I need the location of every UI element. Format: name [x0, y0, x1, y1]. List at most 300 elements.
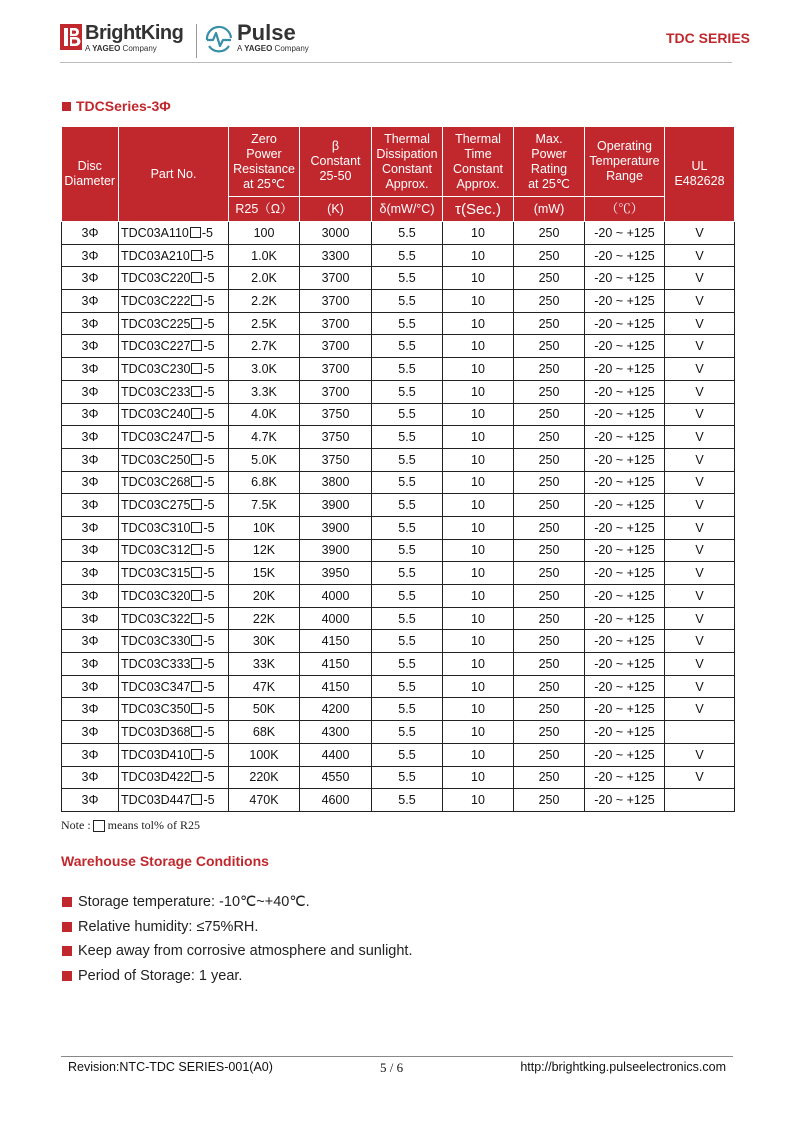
- table-cell: 20K: [229, 585, 300, 608]
- table-cell: 250: [514, 675, 585, 698]
- table-cell: 250: [514, 448, 585, 471]
- table-cell: 250: [514, 698, 585, 721]
- table-row: [62, 766, 735, 789]
- table-cell: V: [665, 471, 735, 494]
- table-cell: 2.0K: [229, 267, 300, 290]
- table-cell: 100: [229, 222, 300, 245]
- table-cell: 15K: [229, 562, 300, 585]
- disc-diameter-cell: 3Φ: [62, 653, 119, 676]
- table-cell: 68K: [229, 721, 300, 744]
- column-header: β Constant 25-50: [300, 127, 372, 197]
- table-cell: -20 ~ +125: [585, 766, 665, 789]
- table-cell: 10: [443, 358, 514, 381]
- table-cell: 10: [443, 312, 514, 335]
- tolerance-box-icon: [191, 408, 202, 419]
- table-cell: 3750: [300, 448, 372, 471]
- table-cell: 5.5: [372, 766, 443, 789]
- table-cell: -20 ~ +125: [585, 244, 665, 267]
- table-cell: 5.5: [372, 630, 443, 653]
- table-cell: 5.5: [372, 222, 443, 245]
- list-item: Relative humidity: ≤75%RH.: [62, 915, 412, 940]
- table-cell: 10: [443, 335, 514, 358]
- list-item: Period of Storage: 1 year.: [62, 964, 412, 989]
- unit-header: （℃）: [585, 197, 665, 222]
- column-header: UL E482628: [665, 127, 735, 222]
- part-number-cell: TDC03C350 -5: [119, 698, 229, 721]
- bullet-square-icon: [62, 922, 72, 932]
- table-cell: 3.0K: [229, 358, 300, 381]
- bullet-square-icon: [62, 946, 72, 956]
- table-cell: 5.5: [372, 653, 443, 676]
- table-cell: 4200: [300, 698, 372, 721]
- table-cell: 250: [514, 743, 585, 766]
- table-cell: 250: [514, 403, 585, 426]
- table-cell: 5.5: [372, 516, 443, 539]
- table-cell: 6.8K: [229, 471, 300, 494]
- part-number-cell: TDC03C268 -5: [119, 471, 229, 494]
- page-number: 5 / 6: [380, 1060, 404, 1075]
- unit-header: δ(mW/°C): [372, 197, 443, 222]
- pulse-name: Pulse: [237, 20, 296, 45]
- table-cell: 10: [443, 380, 514, 403]
- table-cell: 4000: [300, 607, 372, 630]
- bullet-square-icon: [62, 971, 72, 981]
- column-header: Part No.: [119, 127, 229, 222]
- website-url: http://brightking.pulseelectronics.com: [520, 1060, 726, 1074]
- table-cell: 5.5: [372, 448, 443, 471]
- tolerance-box-icon: [191, 635, 202, 646]
- table-cell: 250: [514, 562, 585, 585]
- brightking-subtitle: A YAGEO Company: [85, 44, 157, 53]
- table-cell: 470K: [229, 789, 300, 812]
- table-cell: -20 ~ +125: [585, 335, 665, 358]
- tolerance-box-icon: [191, 749, 202, 760]
- disc-diameter-cell: 3Φ: [62, 516, 119, 539]
- table-cell: -20 ~ +125: [585, 426, 665, 449]
- part-number-cell: TDC03C220 -5: [119, 267, 229, 290]
- part-number-cell: TDC03C240 -5: [119, 403, 229, 426]
- part-number-cell: TDC03D410 -5: [119, 743, 229, 766]
- table-cell: 250: [514, 789, 585, 812]
- table-cell: 3900: [300, 539, 372, 562]
- table-row: [62, 789, 735, 812]
- table-cell: 3700: [300, 358, 372, 381]
- table-note: Note : means tol% of R25: [61, 818, 200, 832]
- table-cell: -20 ~ +125: [585, 607, 665, 630]
- table-cell: 10: [443, 721, 514, 744]
- table-cell: 10: [443, 766, 514, 789]
- table-cell: -20 ~ +125: [585, 585, 665, 608]
- disc-diameter-cell: 3Φ: [62, 358, 119, 381]
- table-row: [62, 222, 735, 245]
- table-cell: V: [665, 675, 735, 698]
- table-cell: 4150: [300, 653, 372, 676]
- table-row: [62, 721, 735, 744]
- table-cell: 3700: [300, 290, 372, 313]
- part-number-cell: TDC03C312 -5: [119, 539, 229, 562]
- table-cell: 2.7K: [229, 335, 300, 358]
- table-cell: 250: [514, 607, 585, 630]
- table-cell: 5.5: [372, 244, 443, 267]
- table-cell: 10: [443, 539, 514, 562]
- pulse-subtitle: A YAGEO Company: [237, 44, 309, 53]
- table-cell: 5.5: [372, 403, 443, 426]
- part-number-cell: TDC03C227 -5: [119, 335, 229, 358]
- disc-diameter-cell: 3Φ: [62, 675, 119, 698]
- table-cell: 250: [514, 358, 585, 381]
- table-cell: V: [665, 562, 735, 585]
- table-cell: V: [665, 335, 735, 358]
- disc-diameter-cell: 3Φ: [62, 244, 119, 267]
- disc-diameter-cell: 3Φ: [62, 743, 119, 766]
- table-cell: 250: [514, 244, 585, 267]
- table-cell: 10: [443, 607, 514, 630]
- table-cell: -20 ~ +125: [585, 448, 665, 471]
- table-cell: 250: [514, 539, 585, 562]
- table-row: [62, 630, 735, 653]
- unit-header: (K): [300, 197, 372, 222]
- table-cell: 30K: [229, 630, 300, 653]
- table-row: [62, 675, 735, 698]
- table-cell: 10: [443, 743, 514, 766]
- table-cell: V: [665, 380, 735, 403]
- tolerance-box-icon: [191, 272, 202, 283]
- brightking-name: BrightKing: [85, 22, 184, 44]
- table-cell: 250: [514, 471, 585, 494]
- table-cell: V: [665, 516, 735, 539]
- disc-diameter-cell: 3Φ: [62, 494, 119, 517]
- table-cell: 5.0K: [229, 448, 300, 471]
- table-cell: 250: [514, 312, 585, 335]
- page-header: [60, 22, 750, 62]
- table-cell: 5.5: [372, 358, 443, 381]
- tolerance-box-icon: [191, 431, 202, 442]
- table-cell: 10: [443, 675, 514, 698]
- table-cell: -20 ~ +125: [585, 562, 665, 585]
- column-header: Zero Power Resistance at 25℃: [229, 127, 300, 197]
- table-cell: -20 ~ +125: [585, 290, 665, 313]
- table-cell: 4000: [300, 585, 372, 608]
- table-cell: 10K: [229, 516, 300, 539]
- disc-diameter-cell: 3Φ: [62, 607, 119, 630]
- unit-header: τ(Sec.): [443, 197, 514, 222]
- table-cell: 3.3K: [229, 380, 300, 403]
- table-row: [62, 516, 735, 539]
- table-cell: 250: [514, 585, 585, 608]
- tolerance-box-icon: [191, 567, 202, 578]
- part-number-cell: TDC03C310 -5: [119, 516, 229, 539]
- table-cell: V: [665, 290, 735, 313]
- table-cell: 5.5: [372, 312, 443, 335]
- table-row: [62, 653, 735, 676]
- section-title: TDCSeries-3Φ: [62, 98, 171, 114]
- table-cell: -20 ~ +125: [585, 721, 665, 744]
- table-cell: 3700: [300, 335, 372, 358]
- table-cell: 10: [443, 653, 514, 676]
- table-cell: 10: [443, 789, 514, 812]
- part-number-cell: TDC03C330 -5: [119, 630, 229, 653]
- table-cell: -20 ~ +125: [585, 380, 665, 403]
- bullet-square-icon: [62, 897, 72, 907]
- disc-diameter-cell: 3Φ: [62, 403, 119, 426]
- table-cell: 4.7K: [229, 426, 300, 449]
- series-title: TDC SERIES: [665, 30, 750, 46]
- tolerance-box-icon: [191, 613, 202, 624]
- table-cell: -20 ~ +125: [585, 539, 665, 562]
- table-cell: 4150: [300, 675, 372, 698]
- table-cell: 10: [443, 267, 514, 290]
- table-cell: 3900: [300, 516, 372, 539]
- part-number-cell: TDC03D422 -5: [119, 766, 229, 789]
- pulse-logo: [204, 22, 309, 54]
- disc-diameter-cell: 3Φ: [62, 312, 119, 335]
- disc-diameter-cell: 3Φ: [62, 471, 119, 494]
- table-cell: 3300: [300, 244, 372, 267]
- tolerance-box-icon: [191, 295, 202, 306]
- table-cell: 250: [514, 267, 585, 290]
- table-cell: -20 ~ +125: [585, 494, 665, 517]
- tolerance-box-icon: [191, 454, 202, 465]
- table-cell: -20 ~ +125: [585, 675, 665, 698]
- table-cell: V: [665, 448, 735, 471]
- table-cell: 10: [443, 516, 514, 539]
- table-cell: -20 ~ +125: [585, 267, 665, 290]
- table-row: [62, 494, 735, 517]
- tolerance-box-icon: [191, 386, 202, 397]
- disc-diameter-cell: 3Φ: [62, 721, 119, 744]
- table-cell: 5.5: [372, 267, 443, 290]
- table-row: [62, 426, 735, 449]
- revision-text: Revision:NTC-TDC SERIES-001(A0): [68, 1060, 273, 1074]
- table-cell: 33K: [229, 653, 300, 676]
- table-cell: 2.2K: [229, 290, 300, 313]
- table-cell: 250: [514, 630, 585, 653]
- table-cell: V: [665, 585, 735, 608]
- table-cell: V: [665, 403, 735, 426]
- table-cell: [665, 789, 735, 812]
- table-cell: -20 ~ +125: [585, 743, 665, 766]
- part-number-cell: TDC03C275 -5: [119, 494, 229, 517]
- table-cell: 3800: [300, 471, 372, 494]
- table-cell: 5.5: [372, 471, 443, 494]
- table-cell: 5.5: [372, 675, 443, 698]
- table-cell: 3000: [300, 222, 372, 245]
- table-cell: 4600: [300, 789, 372, 812]
- part-number-cell: TDC03C347 -5: [119, 675, 229, 698]
- tolerance-box-icon: [93, 820, 105, 832]
- table-cell: 10: [443, 494, 514, 517]
- table-cell: [665, 721, 735, 744]
- part-number-cell: TDC03C315 -5: [119, 562, 229, 585]
- tolerance-box-icon: [191, 726, 202, 737]
- warehouse-list: [62, 890, 412, 988]
- disc-diameter-cell: 3Φ: [62, 789, 119, 812]
- header-divider: [60, 62, 732, 63]
- table-cell: -20 ~ +125: [585, 312, 665, 335]
- tolerance-box-icon: [190, 227, 201, 238]
- table-cell: 10: [443, 403, 514, 426]
- tolerance-box-icon: [191, 590, 202, 601]
- list-item: Keep away from corrosive atmosphere and sunlight.: [62, 939, 412, 964]
- tolerance-box-icon: [191, 250, 202, 261]
- table-cell: -20 ~ +125: [585, 789, 665, 812]
- pulse-mark-icon: [204, 24, 234, 54]
- part-number-cell: TDC03D368 -5: [119, 721, 229, 744]
- table-row: [62, 244, 735, 267]
- table-cell: 10: [443, 585, 514, 608]
- tolerance-box-icon: [191, 522, 202, 533]
- tolerance-box-icon: [191, 771, 202, 782]
- part-number-cell: TDC03C333 -5: [119, 653, 229, 676]
- tolerance-box-icon: [191, 794, 202, 805]
- table-row: [62, 471, 735, 494]
- table-cell: V: [665, 607, 735, 630]
- table-cell: 250: [514, 653, 585, 676]
- table-cell: 250: [514, 290, 585, 313]
- column-header: Max. Power Rating at 25℃: [514, 127, 585, 197]
- table-cell: 100K: [229, 743, 300, 766]
- table-row: [62, 403, 735, 426]
- table-cell: 12K: [229, 539, 300, 562]
- table-cell: V: [665, 426, 735, 449]
- disc-diameter-cell: 3Φ: [62, 698, 119, 721]
- disc-diameter-cell: 3Φ: [62, 380, 119, 403]
- table-cell: 220K: [229, 766, 300, 789]
- table-cell: 10: [443, 698, 514, 721]
- table-cell: 10: [443, 562, 514, 585]
- table-row: [62, 335, 735, 358]
- part-number-cell: TDC03C322 -5: [119, 607, 229, 630]
- tolerance-box-icon: [191, 476, 202, 487]
- disc-diameter-cell: 3Φ: [62, 562, 119, 585]
- table-cell: 5.5: [372, 585, 443, 608]
- table-cell: -20 ~ +125: [585, 358, 665, 381]
- table-cell: 4300: [300, 721, 372, 744]
- table-cell: 10: [443, 471, 514, 494]
- table-cell: V: [665, 312, 735, 335]
- table-cell: 4550: [300, 766, 372, 789]
- table-cell: 2.5K: [229, 312, 300, 335]
- table-cell: 5.5: [372, 426, 443, 449]
- table-cell: 5.5: [372, 607, 443, 630]
- unit-header: (mW): [514, 197, 585, 222]
- table-cell: 3900: [300, 494, 372, 517]
- part-number-cell: TDC03C222 -5: [119, 290, 229, 313]
- table-cell: -20 ~ +125: [585, 222, 665, 245]
- part-number-cell: TDC03A210 -5: [119, 244, 229, 267]
- column-header: Thermal Time Constant Approx.: [443, 127, 514, 197]
- column-header: Thermal Dissipation Constant Approx.: [372, 127, 443, 197]
- tolerance-box-icon: [191, 340, 202, 351]
- table-cell: V: [665, 743, 735, 766]
- disc-diameter-cell: 3Φ: [62, 539, 119, 562]
- table-cell: 10: [443, 426, 514, 449]
- table-cell: 250: [514, 426, 585, 449]
- disc-diameter-cell: 3Φ: [62, 630, 119, 653]
- table-cell: 10: [443, 448, 514, 471]
- table-cell: 5.5: [372, 494, 443, 517]
- part-number-cell: TDC03C247 -5: [119, 426, 229, 449]
- table-cell: 3700: [300, 312, 372, 335]
- table-cell: 4400: [300, 743, 372, 766]
- table-cell: 5.5: [372, 290, 443, 313]
- table-row: [62, 448, 735, 471]
- table-cell: 3750: [300, 403, 372, 426]
- table-cell: 10: [443, 630, 514, 653]
- table-cell: 10: [443, 222, 514, 245]
- table-cell: 10: [443, 244, 514, 267]
- table-row: [62, 290, 735, 313]
- table-cell: 250: [514, 494, 585, 517]
- table-cell: 22K: [229, 607, 300, 630]
- table-cell: 250: [514, 721, 585, 744]
- footer-divider: [61, 1056, 733, 1057]
- table-row: [62, 267, 735, 290]
- unit-header: R25（Ω）: [229, 197, 300, 222]
- table-row: [62, 585, 735, 608]
- table-cell: V: [665, 358, 735, 381]
- part-number-cell: TDC03C320 -5: [119, 585, 229, 608]
- spec-table: [61, 127, 735, 812]
- table-cell: 47K: [229, 675, 300, 698]
- table-row: [62, 607, 735, 630]
- tolerance-box-icon: [191, 363, 202, 374]
- table-cell: V: [665, 766, 735, 789]
- table-cell: 1.0K: [229, 244, 300, 267]
- table-cell: -20 ~ +125: [585, 471, 665, 494]
- table-cell: 250: [514, 335, 585, 358]
- table-cell: 3750: [300, 426, 372, 449]
- table-cell: V: [665, 653, 735, 676]
- column-header: Disc Diameter: [62, 127, 119, 222]
- part-number-cell: TDC03C225 -5: [119, 312, 229, 335]
- table-row: [62, 698, 735, 721]
- tolerance-box-icon: [191, 681, 202, 692]
- warehouse-title: Warehouse Storage Conditions: [61, 853, 269, 869]
- table-cell: V: [665, 267, 735, 290]
- table-cell: 3950: [300, 562, 372, 585]
- table-cell: 3700: [300, 267, 372, 290]
- table-row: [62, 539, 735, 562]
- disc-diameter-cell: 3Φ: [62, 222, 119, 245]
- table-cell: 5.5: [372, 743, 443, 766]
- part-number-cell: TDC03C250 -5: [119, 448, 229, 471]
- disc-diameter-cell: 3Φ: [62, 766, 119, 789]
- table-row: [62, 380, 735, 403]
- table-row: [62, 312, 735, 335]
- table-cell: 5.5: [372, 380, 443, 403]
- table-cell: 50K: [229, 698, 300, 721]
- disc-diameter-cell: 3Φ: [62, 426, 119, 449]
- table-cell: 250: [514, 516, 585, 539]
- table-cell: 5.5: [372, 721, 443, 744]
- table-cell: 250: [514, 766, 585, 789]
- logo-divider: [196, 24, 197, 58]
- table-cell: V: [665, 630, 735, 653]
- table-cell: V: [665, 222, 735, 245]
- table-cell: 5.5: [372, 539, 443, 562]
- bullet-square-icon: [62, 102, 71, 111]
- part-number-cell: TDC03C233 -5: [119, 380, 229, 403]
- tolerance-box-icon: [191, 703, 202, 714]
- brightking-logo: [60, 22, 183, 60]
- table-cell: -20 ~ +125: [585, 653, 665, 676]
- table-cell: 4150: [300, 630, 372, 653]
- disc-diameter-cell: 3Φ: [62, 290, 119, 313]
- table-cell: V: [665, 698, 735, 721]
- disc-diameter-cell: 3Φ: [62, 585, 119, 608]
- table-cell: 5.5: [372, 335, 443, 358]
